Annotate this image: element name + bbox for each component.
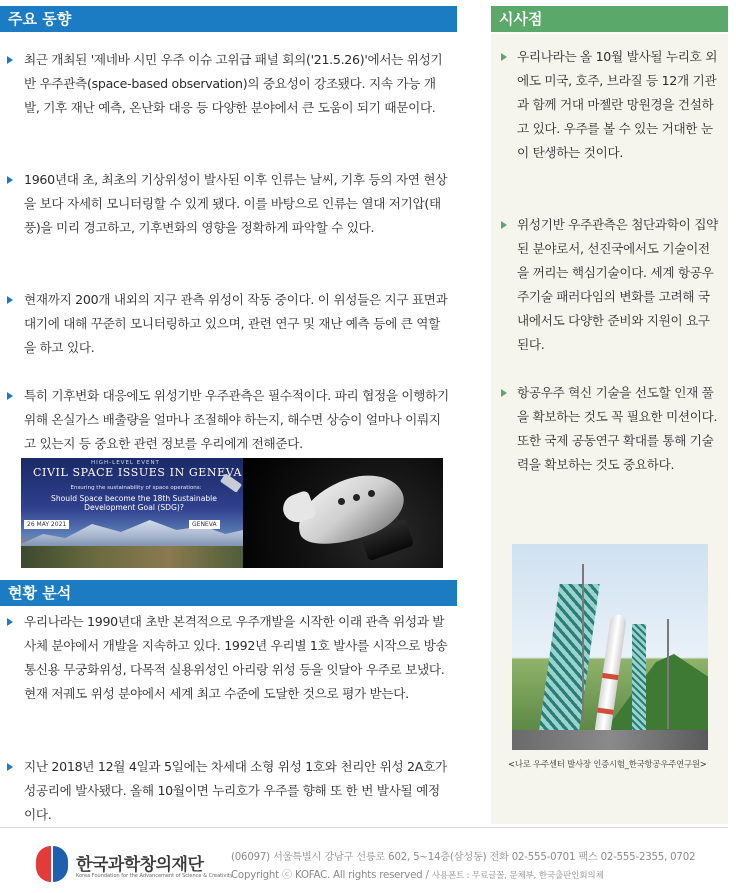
bullet-triangle-icon [7,56,13,64]
launch-tower [534,584,599,750]
event-date: 26 MAY 2021 [24,520,69,529]
rocket-launch-photo [512,544,708,750]
bullet-triangle-icon [501,53,507,61]
space-capsule-image [243,458,443,568]
event-label: HIGH-LEVEL EVENT [91,460,160,466]
footer-copyright: Copyright ⓒ KOFAC. All rights reserved [231,870,423,881]
capsule-window [338,498,345,505]
org-name: 한국과학창의재단 [76,855,204,875]
lightning-pole [667,619,669,729]
trend-item-3: 현재까지 200개 내외의 지구 관측 위성이 작동 중이다. 이 위성들은 지구 표면과 대기에 대해 꾸준히 모니터링하고 있으며, 관련 연구 및 재난 예측 등에 큰 역할을 하고 있다. [7,288,451,360]
analysis-item-1: 우리나라는 1990년대 초반 본격적으로 우주개발을 시작한 이래 관측 위성과 발사체 분야에서 개발을 지속하고 있다. 1992년 우리별 1호 발사를 시작으로 방송통신용 무궁화위성, 다목적 실용위성인 아리랑 위성 등을 잇달아 우주로 보냈다. 현재 저궤도 위성 분야에서 세계 최고 수준에 도달한 것으로 평가 받는다. [7,610,451,706]
bullet-triangle-icon [7,176,13,184]
kofac-logo-icon [36,846,68,882]
event-question: Should Space become the 18th Sustainable Development Goal (SDG)? [51,494,217,512]
capsule-window [368,490,375,497]
org-name-en: Korea Foundation for the Advancement of Science & Creativity [76,873,233,879]
section-title-implications: 시사점 [491,6,728,32]
section-title-trends: 주요 동향 [0,6,457,32]
event-city: GENEVA [189,520,220,529]
bullet-triangle-icon [7,296,13,304]
geneva-event-image [21,458,243,568]
bullet-triangle-icon [7,763,13,771]
trend-item-4: 특히 기후변화 대응에도 위성기반 우주관측은 필수적이다. 파리 협정을 이행하기 위해 온실가스 배출량을 얼마나 조절해야 하는지, 해수면 상승이 얼마나 이뤄지고 있는지 등 중요한 관련 정보를 우리에게 전해준다. [7,384,451,456]
bullet-triangle-icon [7,618,13,626]
footer-address: (06097) 서울특별시 강남구 선릉로 602, 5~14층(삼성동) 전화 02-555-0701 팩스 02-555-2355, 0702 [231,852,696,863]
capsule-window [353,494,360,501]
footer-separator: / [425,870,429,881]
ground-shape [512,730,708,750]
bullet-triangle-icon [501,389,507,397]
trend-item-2: 1960년대 초, 최초의 기상위성이 발사된 이후 인류는 날씨, 기후 등의 자연 현상을 보다 자세히 모니터링할 수 있게 됐다. 이를 바탕으로 인류는 열대 저기압(태풍)을 미리 경고하고, 기후변화의 영향을 정확하게 파악할 수 있다. [7,168,451,240]
footer-fonts: 사용폰트 : 무료글꼴, 문체부, 한국출판인회의체 [431,871,604,881]
photo-caption: <나로 우주센터 발사장 인증시험_한국항공우주연구원> [508,759,707,769]
event-subtitle: Ensuring the sustainability of space operations: [70,485,202,491]
implication-item-2: 위성기반 우주관측은 첨단과학이 집약된 분야로서, 선진국에서도 기술이전을 꺼리는 핵심기술이다. 세계 항공우주기술 패러다임의 변화를 고려해 국내에서도 다양한 준비와 지원이 요구된다. [501,213,719,357]
event-title: CIVIL SPACE ISSUES IN GENEVA [33,466,243,479]
footer-divider [0,827,728,828]
lightning-pole [582,564,584,724]
trend-item-1: 최근 개최된 '제네바 시민 우주 이슈 고위급 패널 회의('21.5.26)'에서는 위성기반 우주관측(space-based observation)의 중요성이 강조됐다. 지속 가능 개발, 기후 재난 예측, 온난화 대응 등 다양한 분야에서 큰 도움이 되기 때문이다. [7,48,451,120]
implication-item-1: 우리나라는 올 10월 발사될 누리호 외에도 미국, 호주, 브라질 등 12개 기관과 함께 거대 마젤란 망원경을 건설하고 있다. 우주를 볼 수 있는 거대한 눈이 탄생하는 것이다. [501,45,719,165]
town-shape [21,546,243,568]
bullet-triangle-icon [7,392,13,400]
analysis-item-2: 지난 2018년 12월 4일과 5일에는 차세대 소형 위성 1호와 천리안 위성 2A호가 성공리에 발사됐다. 올해 10월이면 누리호가 우주를 향해 또 한 번 발사될 예정이다. [7,755,451,827]
bullet-triangle-icon [501,221,507,229]
footer-copyright-line [231,866,604,881]
section-title-analysis: 현황 분석 [0,580,457,606]
implication-item-3: 항공우주 혁신 기술을 선도할 인재 풀을 확보하는 것도 꼭 필요한 미션이다. 또한 국제 공동연구 확대를 통해 기술력을 확보하는 것도 중요하다. [501,381,719,477]
